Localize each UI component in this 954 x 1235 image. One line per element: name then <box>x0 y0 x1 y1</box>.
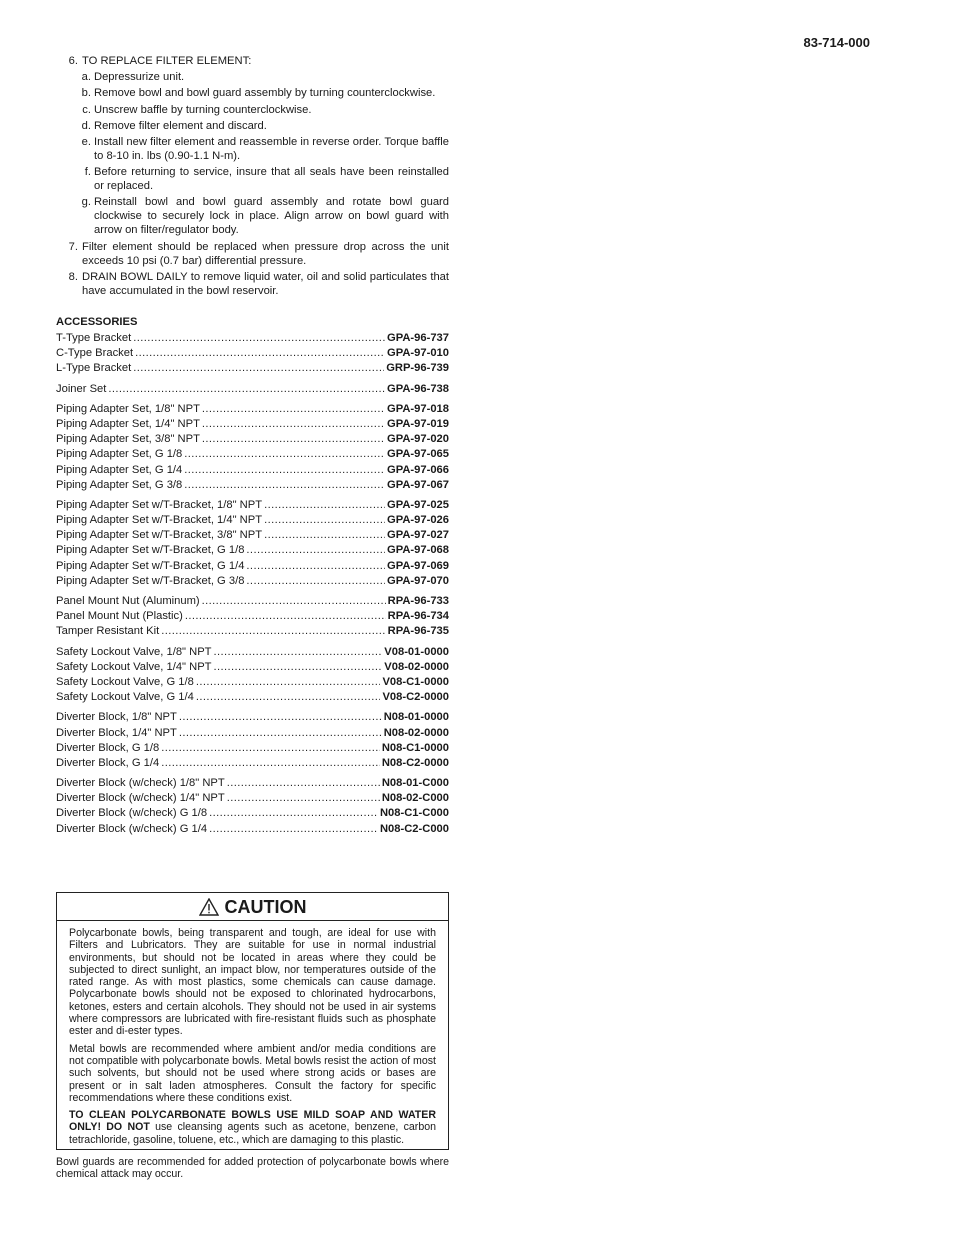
accessory-group <box>56 331 449 377</box>
dot-leader <box>108 382 385 396</box>
accessory-row <box>56 776 449 791</box>
dot-leader <box>135 346 385 360</box>
accessory-name: Diverter Block (w/check) G 1/4 <box>56 822 208 835</box>
accessory-name: Tamper Resistant Kit <box>56 625 160 638</box>
accessory-row <box>56 331 449 346</box>
accessory-name: Piping Adapter Set, G 1/4 <box>56 463 183 476</box>
accessory-part-number: GPA-97-025 <box>387 498 449 511</box>
substep-letter: g. <box>81 196 91 209</box>
step-8 <box>56 270 449 298</box>
accessory-part-number: RPA-96-733 <box>387 595 449 607</box>
accessory-row <box>56 791 449 806</box>
step-number: 8. <box>68 270 78 283</box>
accessory-row <box>56 402 449 417</box>
accessory-row <box>56 559 449 574</box>
accessory-row <box>56 478 449 493</box>
accessory-part-number: GPA-97-020 <box>387 433 449 446</box>
dot-leader <box>202 594 386 608</box>
accessory-name: T-Type Bracket <box>56 332 132 344</box>
substep-letter: d. <box>81 119 91 132</box>
dot-leader <box>202 402 385 416</box>
dot-leader <box>161 624 385 638</box>
accessory-row <box>56 463 449 478</box>
accessory-name: Panel Mount Nut (Plastic) <box>56 610 183 623</box>
substep-6g <box>56 195 449 237</box>
substep-text: Remove bowl and bowl guard assembly by turning counterclockwise. <box>94 87 436 100</box>
accessory-row <box>56 594 449 609</box>
accessory-part-number: RPA-96-734 <box>387 610 449 623</box>
caution-paragraph-metal: Metal bowls are recommended where ambient and/or media conditions are not compatible with polycarbonate bowls. Metal bowls resist the action of most such solvents, but should not be used where strong acids or bases are present or in salt laden atmospheres. Consult the factory for specific recommendations where these conditions exist. <box>69 1042 436 1104</box>
accessory-name: Safety Lockout Valve, 1/8" NPT <box>56 645 212 658</box>
accessory-row <box>56 710 449 725</box>
accessory-row <box>56 574 449 589</box>
accessory-group <box>56 776 449 837</box>
accessory-part-number: N08-C2-0000 <box>381 756 449 769</box>
substep-letter: c. <box>82 103 91 116</box>
substep-letter: a. <box>81 71 91 84</box>
substep-letter: b. <box>81 87 91 100</box>
accessory-name: Piping Adapter Set w/T-Bracket, 1/4" NPT <box>56 514 263 527</box>
accessory-part-number: N08-C2-C000 <box>379 822 449 835</box>
accessory-part-number: GPA-97-026 <box>387 514 449 527</box>
substep-text: Before returning to service, insure that all seals have been reinstalled or replaced. <box>94 166 449 193</box>
dot-leader <box>227 776 380 790</box>
accessory-part-number: V08-C2-0000 <box>382 691 449 704</box>
substep-text: Reinstall bowl and bowl guard assembly and rotate bowl guard clockwise to securely lock in place. Align arrow on bowl guard with arrow on filter/regulator body. <box>94 196 449 237</box>
accessory-part-number: GPA-97-065 <box>387 448 449 461</box>
dot-leader <box>196 675 381 689</box>
substep-6a <box>56 70 449 84</box>
dot-leader <box>264 528 385 542</box>
accessory-row <box>56 528 449 543</box>
caution-title: CAUTION <box>224 896 307 917</box>
accessory-part-number: GPA-96-737 <box>387 332 449 344</box>
accessory-row <box>56 806 449 821</box>
accessory-part-number: GPA-97-018 <box>387 402 449 415</box>
accessory-name: Piping Adapter Set, 1/4" NPT <box>56 417 200 430</box>
accessories-list <box>56 331 449 842</box>
dot-leader <box>179 726 382 740</box>
step-6 <box>56 54 449 68</box>
accessory-row <box>56 346 449 361</box>
dot-leader <box>179 710 382 724</box>
accessory-row <box>56 498 449 513</box>
accessories-heading: ACCESSORIES <box>56 316 138 328</box>
accessory-part-number: V08-C1-0000 <box>382 675 449 688</box>
dot-leader <box>246 559 385 573</box>
accessory-row <box>56 822 449 837</box>
accessory-part-number: N08-C1-0000 <box>381 741 449 754</box>
dot-leader <box>161 756 380 770</box>
accessory-part-number: RPA-96-735 <box>387 625 449 638</box>
substep-text: Install new filter element and reassemble in reverse order. Torque baffle to 8-10 in. lbs (0.90-1.1 N-m). <box>94 135 449 162</box>
accessory-row <box>56 447 449 462</box>
accessory-part-number: N08-01-C000 <box>381 777 449 790</box>
step-number: 7. <box>68 240 78 253</box>
accessory-row <box>56 660 449 675</box>
dot-leader <box>214 660 383 674</box>
accessory-part-number: V08-02-0000 <box>384 660 449 673</box>
accessory-group <box>56 498 449 589</box>
dot-leader <box>202 432 385 446</box>
accessory-row <box>56 741 449 756</box>
accessory-name: Piping Adapter Set w/T-Bracket, G 1/8 <box>56 544 245 557</box>
step-text: Filter element should be replaced when pressure drop across the unit exceeds 10 psi (0.7 bar) differential pressure. <box>82 240 449 267</box>
substep-6f <box>56 165 449 193</box>
accessory-name: Panel Mount Nut (Aluminum) <box>56 595 200 607</box>
accessory-part-number: GPA-97-027 <box>387 529 449 542</box>
accessory-part-number: GPA-97-070 <box>387 574 449 587</box>
caution-box <box>56 892 449 1150</box>
accessory-name: Joiner Set <box>56 382 107 395</box>
accessory-part-number: N08-01-0000 <box>383 711 449 724</box>
step-7 <box>56 240 449 268</box>
accessory-name: Piping Adapter Set, 3/8" NPT <box>56 433 200 446</box>
caution-body <box>57 921 448 1146</box>
accessory-row <box>56 609 449 624</box>
accessory-row <box>56 361 449 376</box>
accessory-part-number: GPA-96-738 <box>387 382 449 395</box>
substep-6d <box>56 119 449 133</box>
dot-leader <box>196 690 381 704</box>
substep-letter: f. <box>84 166 91 179</box>
dot-leader <box>214 645 383 659</box>
step-number: 6. <box>68 55 78 67</box>
accessory-part-number: GPA-97-069 <box>387 559 449 572</box>
accessory-name: L-Type Bracket <box>56 362 132 375</box>
accessory-name: Piping Adapter Set w/T-Bracket, 3/8" NPT <box>56 529 263 542</box>
accessory-name: Piping Adapter Set w/T-Bracket, G 3/8 <box>56 574 245 587</box>
substep-6c <box>56 103 449 117</box>
step-text: TO REPLACE FILTER ELEMENT: <box>82 55 252 67</box>
substep-letter: e. <box>81 135 91 148</box>
accessory-part-number: N08-C1-C000 <box>379 807 449 820</box>
accessory-name: Safety Lockout Valve, 1/4" NPT <box>56 660 212 673</box>
accessory-name: Diverter Block (w/check) 1/8" NPT <box>56 777 225 790</box>
dot-leader <box>246 574 385 588</box>
accessory-row <box>56 645 449 660</box>
accessory-row <box>56 543 449 558</box>
accessory-name: Piping Adapter Set, G 3/8 <box>56 478 183 491</box>
caution-paragraph-polycarbonate: Polycarbonate bowls, being transparent and tough, are ideal for use with Filters and Lubricators. They are suitable for use in normal industrial environments, but should not be located in areas where they could be subjected to direct sunlight, an impact blow, nor temperatures outside of the rated range. As with most plastics, some chemicals can cause damage. Polycarbonate bowls should not be exposed to chlorinated hydrocarbons, ketones, esters and certain alcohols. They should not be used in air systems where compressors are lubricated with fire-resistant fluids such as phosphate ester and di-ester types. <box>69 927 436 1038</box>
accessory-part-number: N08-02-C000 <box>381 792 449 805</box>
accessory-name: Piping Adapter Set, G 1/8 <box>56 448 183 461</box>
bowl-guard-note: Bowl guards are recommended for added protection of polycarbonate bowls where chemical attack may occur. <box>56 1156 449 1181</box>
accessory-part-number: GPA-97-068 <box>387 544 449 557</box>
accessory-row <box>56 726 449 741</box>
accessory-part-number: GPA-97-067 <box>387 478 449 491</box>
substep-text: Remove filter element and discard. <box>94 119 267 132</box>
dot-leader <box>209 822 378 836</box>
accessory-name: Piping Adapter Set w/T-Bracket, 1/8" NPT <box>56 498 263 511</box>
caution-header <box>57 893 448 921</box>
dot-leader <box>185 609 386 623</box>
accessory-row <box>56 417 449 432</box>
accessory-row <box>56 756 449 771</box>
accessory-group <box>56 645 449 706</box>
substep-6b <box>56 86 449 100</box>
accessory-name: Diverter Block (w/check) 1/4" NPT <box>56 792 225 805</box>
substep-text: Depressurize unit. <box>94 71 185 84</box>
accessory-part-number: GRP-96-739 <box>386 362 449 375</box>
accessory-part-number: GPA-97-066 <box>387 463 449 476</box>
dot-leader <box>202 417 385 431</box>
dot-leader <box>264 498 385 512</box>
dot-leader <box>246 543 385 557</box>
accessory-name: C-Type Bracket <box>56 347 134 360</box>
dot-leader <box>133 331 385 345</box>
caution-paragraph-cleaning <box>69 1109 436 1146</box>
accessory-name: Safety Lockout Valve, G 1/8 <box>56 675 194 688</box>
cleaning-warning-bold: TO CLEAN POLYCARBONATE BOWLS USE MILD SOAP AND WATER ONLY! DO NOT <box>69 1109 436 1134</box>
dot-leader <box>184 478 385 492</box>
accessory-name: Safety Lockout Valve, G 1/4 <box>56 691 194 704</box>
accessory-group <box>56 402 449 493</box>
substep-6e <box>56 135 449 163</box>
accessory-part-number: N08-02-0000 <box>383 726 449 739</box>
accessory-row <box>56 382 449 397</box>
dot-leader <box>184 447 385 461</box>
warning-triangle-icon <box>199 898 219 916</box>
accessory-row <box>56 675 449 690</box>
accessory-group <box>56 710 449 771</box>
accessory-part-number: GPA-97-010 <box>387 347 449 360</box>
accessory-part-number: GPA-97-019 <box>387 417 449 430</box>
accessory-row <box>56 513 449 528</box>
dot-leader <box>184 463 385 477</box>
accessory-name: Piping Adapter Set, 1/8" NPT <box>56 402 200 415</box>
accessory-row <box>56 690 449 705</box>
accessory-group <box>56 382 449 397</box>
accessory-group <box>56 594 449 640</box>
accessory-row <box>56 624 449 639</box>
accessory-part-number: V08-01-0000 <box>384 645 449 658</box>
dot-leader <box>264 513 385 527</box>
accessory-name: Diverter Block, 1/8" NPT <box>56 711 177 724</box>
cleaning-warning-text: use cleansing agents such as acetone, benzene, carbon tetrachloride, gasoline, toluene, etc., which are damaging to this plastic. <box>69 1121 436 1146</box>
accessory-name: Diverter Block, G 1/4 <box>56 756 160 769</box>
dot-leader <box>227 791 380 805</box>
accessory-name: Piping Adapter Set w/T-Bracket, G 1/4 <box>56 559 245 572</box>
accessory-name: Diverter Block, 1/4" NPT <box>56 726 177 739</box>
substep-text: Unscrew baffle by turning counterclockwise. <box>94 103 312 116</box>
maintenance-steps <box>56 54 449 300</box>
dot-leader <box>133 361 384 375</box>
document-number: 83-714-000 <box>803 35 870 50</box>
step-text: DRAIN BOWL DAILY to remove liquid water, oil and solid particulates that have accumulated in the bowl reservoir. <box>82 270 449 297</box>
accessory-name: Diverter Block (w/check) G 1/8 <box>56 807 208 820</box>
accessory-row <box>56 432 449 447</box>
dot-leader <box>209 806 378 820</box>
accessory-name: Diverter Block, G 1/8 <box>56 741 160 754</box>
dot-leader <box>161 741 380 755</box>
